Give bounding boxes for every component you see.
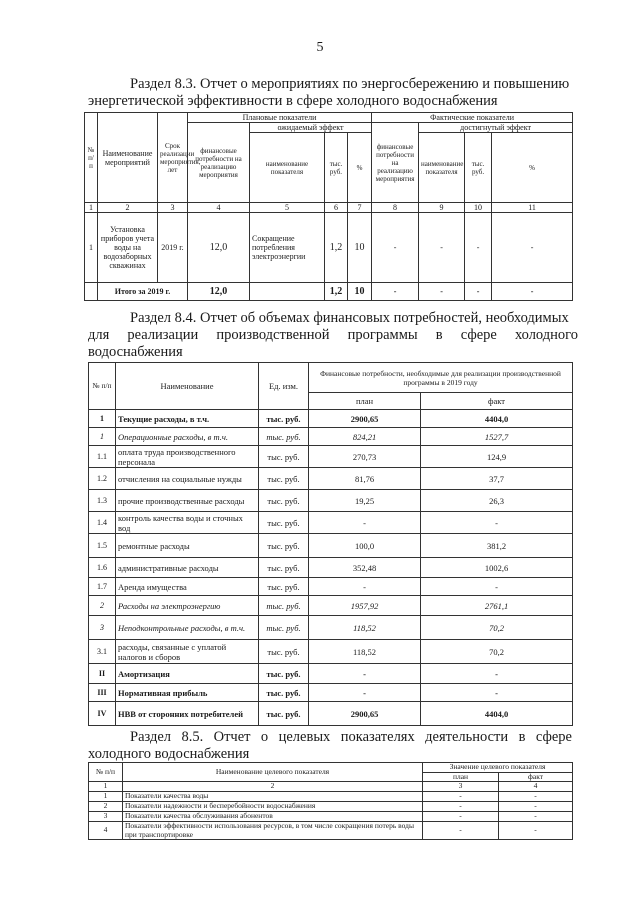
row-unit: тыс. руб.: [259, 428, 309, 446]
row-name: НВВ от сторонних потребителей: [116, 702, 259, 726]
table-row: [89, 812, 573, 822]
col-number: 9: [419, 203, 465, 213]
row-unit: тыс. руб.: [259, 616, 309, 640]
row-plan: 118,52: [309, 616, 421, 640]
row-num: 1: [89, 410, 116, 428]
row-num: 1.1: [89, 446, 116, 468]
row-fact: -: [499, 812, 573, 822]
row-name: ремонтные расходы: [116, 534, 259, 558]
row-plan: 100,0: [309, 534, 421, 558]
col-number: 1: [89, 782, 123, 792]
row-name: расходы, связанные с уплатой налогов и сборов: [116, 640, 259, 664]
header-fact: факт: [499, 772, 573, 782]
row-plan: -: [423, 802, 499, 812]
header-name: Наименование: [116, 363, 259, 410]
section-8-3-title-line1: Раздел 8.3. Отчет о мероприятиях по энергосбережению и повышению: [130, 76, 570, 92]
row-unit: тыс. руб.: [259, 684, 309, 702]
header-fact: факт: [421, 393, 573, 410]
table-row: [89, 684, 573, 702]
row-num: 3: [89, 616, 116, 640]
col-number: 8: [372, 203, 419, 213]
table-row: [89, 616, 573, 640]
table-row: [89, 596, 573, 616]
row-fact: 4404,0: [421, 410, 573, 428]
table-row: [89, 468, 573, 490]
row-name: Неподконтрольные расходы, в т.ч.: [116, 616, 259, 640]
row-plan: -: [309, 578, 421, 596]
header-percent-2: %: [492, 133, 573, 203]
row-unit: тыс. руб.: [259, 490, 309, 512]
row-plan: 270,73: [309, 446, 421, 468]
header-plan: план: [423, 772, 499, 782]
header-plan: план: [309, 393, 421, 410]
row-plan: -: [309, 684, 421, 702]
column-numbers-row: [85, 203, 573, 213]
row-name: Амортизация: [116, 664, 259, 684]
row-unit: тыс. руб.: [259, 512, 309, 534]
col-number: 3: [158, 203, 188, 213]
row-plan: 19,25: [309, 490, 421, 512]
row-fact: 124,9: [421, 446, 573, 468]
header-finance-plan: финансовые потребности на реализацию мероприятия: [188, 123, 250, 203]
row-name: Аренда имущества: [116, 578, 259, 596]
header-name: Наименование целевого показателя: [123, 763, 423, 782]
row-fact: -: [421, 512, 573, 534]
row-unit: тыс. руб.: [259, 446, 309, 468]
row-fact: 26,3: [421, 490, 573, 512]
col-number: 1: [85, 203, 98, 213]
row-unit: тыс. руб.: [259, 702, 309, 726]
row-plan: -: [309, 512, 421, 534]
row-name: прочие производственные расходы: [116, 490, 259, 512]
header-actual: Фактические показатели: [372, 113, 573, 123]
header-thous-rub: тыс. руб.: [325, 133, 348, 203]
header-num: № п/п: [89, 763, 123, 782]
row-name: Текущие расходы, в т.ч.: [116, 410, 259, 428]
row-unit: тыс. руб.: [259, 558, 309, 578]
col-number: 10: [465, 203, 492, 213]
header-achieved-effect: достигнутый эффект: [419, 123, 573, 133]
row-unit: тыс. руб.: [259, 596, 309, 616]
table-row: [89, 792, 573, 802]
header-name: Наименование мероприятий: [98, 113, 158, 203]
row-unit: тыс. руб.: [259, 534, 309, 558]
row-fact: 2761,1: [421, 596, 573, 616]
header-percent: %: [348, 133, 372, 203]
row-plan: 352,48: [309, 558, 421, 578]
row-fact: -: [499, 792, 573, 802]
row-num: 1: [89, 428, 116, 446]
row-num: 1.7: [89, 578, 116, 596]
row-num: 1.3: [89, 490, 116, 512]
col-number: 5: [250, 203, 325, 213]
header-expected-effect: ожидаемый эффект: [250, 123, 372, 133]
header-num: № п/п: [89, 363, 116, 410]
row-name: Расходы на электроэнергию: [116, 596, 259, 616]
measure-name: Установка приборов учета воды на водозаборных скважинах: [98, 213, 158, 283]
total-row: Итого за 2019 г. 12,0 1,2 10 - - - -: [85, 283, 573, 301]
row-unit: тыс. руб.: [259, 640, 309, 664]
header-finance-actual: финансовые потребности на реализацию мероприятия: [372, 123, 419, 203]
table-row: [89, 490, 573, 512]
row-fact: -: [421, 578, 573, 596]
table-row: [89, 446, 573, 468]
section-8-4-title-line2: для реализации производственной программы в сфере холодного: [88, 327, 578, 343]
row-fact: 1527,7: [421, 428, 573, 446]
row-num: 4: [89, 822, 123, 840]
header-num: № п/п: [85, 113, 98, 203]
page-number: 5: [316, 40, 324, 55]
row-num: 1: [89, 792, 123, 802]
indicator-name: Сокращение потребления электроэнергии: [250, 213, 325, 283]
row-fact: 37,7: [421, 468, 573, 490]
col-number: 11: [492, 203, 573, 213]
row-unit: тыс. руб.: [259, 468, 309, 490]
row-fact: -: [421, 664, 573, 684]
row-num: 1.2: [89, 468, 116, 490]
table-row: [89, 558, 573, 578]
col-number: 2: [123, 782, 423, 792]
table-row: [89, 578, 573, 596]
row-fact: -: [499, 802, 573, 812]
col-number: 7: [348, 203, 372, 213]
col-number: 4: [499, 782, 573, 792]
table-row: [89, 822, 573, 840]
row-plan: -: [423, 792, 499, 802]
row-num: IV: [89, 702, 116, 726]
row-name: Показатели качества обслуживания абонентов: [123, 812, 423, 822]
row-name: контроль качества воды и сточных вод: [116, 512, 259, 534]
energy-saving-table: [84, 112, 573, 301]
section-8-5-title-line1: Раздел 8.5. Отчет о целевых показателях деятельности в сфере: [130, 729, 572, 745]
section-8-4-title-line3: водоснабжения: [88, 344, 183, 360]
row-num: 1.5: [89, 534, 116, 558]
section-8-5-title-line2: холодного водоснабжения: [88, 746, 250, 762]
row-name: Показатели эффективности использования ресурсов, в том числе сокращения потерь воды при транспортировке: [123, 822, 423, 840]
col-number: 2: [98, 203, 158, 213]
header-term: Срок реализации мероприятия, лет: [158, 113, 188, 203]
row-plan: 118,52: [309, 640, 421, 664]
row-unit: тыс. руб.: [259, 578, 309, 596]
row-name: Операционные расходы, в т.ч.: [116, 428, 259, 446]
col-number: 6: [325, 203, 348, 213]
row-plan: 2900,65: [309, 410, 421, 428]
row-fact: 70,2: [421, 640, 573, 664]
row-num: 1.6: [89, 558, 116, 578]
row-name: отчисления на социальные нужды: [116, 468, 259, 490]
row-fact: 70,2: [421, 616, 573, 640]
row-plan: 824,21: [309, 428, 421, 446]
table-row: [89, 640, 573, 664]
row-fact: -: [499, 822, 573, 840]
table-row: [89, 410, 573, 428]
row-plan: 81,76: [309, 468, 421, 490]
row-num: III: [89, 684, 116, 702]
row-num: 3.1: [89, 640, 116, 664]
header-group: Финансовые потребности, необходимые для реализации производственной программы в 2019 году: [309, 363, 573, 393]
total-label: Итого за 2019 г.: [98, 283, 188, 301]
row-name: оплата труда производственного персонала: [116, 446, 259, 468]
column-numbers-row: [89, 782, 573, 792]
row-fact: -: [421, 684, 573, 702]
row-fact: 1002,6: [421, 558, 573, 578]
row-unit: тыс. руб.: [259, 664, 309, 684]
table-row: [89, 534, 573, 558]
row-fact: 381,2: [421, 534, 573, 558]
row-plan: -: [423, 812, 499, 822]
row-num: 1.4: [89, 512, 116, 534]
financial-needs-table: [88, 362, 573, 726]
table-row: [89, 428, 573, 446]
target-indicators-table: [88, 762, 573, 840]
table-row: [89, 802, 573, 812]
row-plan: 2900,65: [309, 702, 421, 726]
header-unit: Ед. изм.: [259, 363, 309, 410]
section-8-3-title-line2: энергетической эффективности в сфере холодного водоснабжения: [88, 93, 498, 109]
table-row: [89, 512, 573, 534]
row-num: 2: [89, 596, 116, 616]
header-indicator-plan: наименование показателя: [250, 133, 325, 203]
col-number: 3: [423, 782, 499, 792]
row-name: Показатели надежности и бесперебойности водоснабжения: [123, 802, 423, 812]
col-number: 4: [188, 203, 250, 213]
row-plan: 1957,92: [309, 596, 421, 616]
row-name: административные расходы: [116, 558, 259, 578]
header-planned: Плановые показатели: [188, 113, 372, 123]
table-row: [89, 664, 573, 684]
row-unit: тыс. руб.: [259, 410, 309, 428]
row-name: Показатели качества воды: [123, 792, 423, 802]
section-8-4-title-line1: Раздел 8.4. Отчет об объемах финансовых потребностей, необходимых: [130, 310, 569, 326]
header-group: Значение целевого показателя: [423, 763, 573, 773]
header-thous-rub-2: тыс. руб.: [465, 133, 492, 203]
row-num: 3: [89, 812, 123, 822]
header-indicator-actual: наименование показателя: [419, 133, 465, 203]
table-row: [89, 702, 573, 726]
row-plan: -: [423, 822, 499, 840]
row-num: II: [89, 664, 116, 684]
row-num: 2: [89, 802, 123, 812]
row-plan: -: [309, 664, 421, 684]
row-name: Нормативная прибыль: [116, 684, 259, 702]
row-fact: 4404,0: [421, 702, 573, 726]
table-row: 1 Установка приборов учета воды на водозаборных скважинах 2019 г. 12,0 Сокращение потребления электроэнергии 1,2 10 - - - -: [85, 213, 573, 283]
